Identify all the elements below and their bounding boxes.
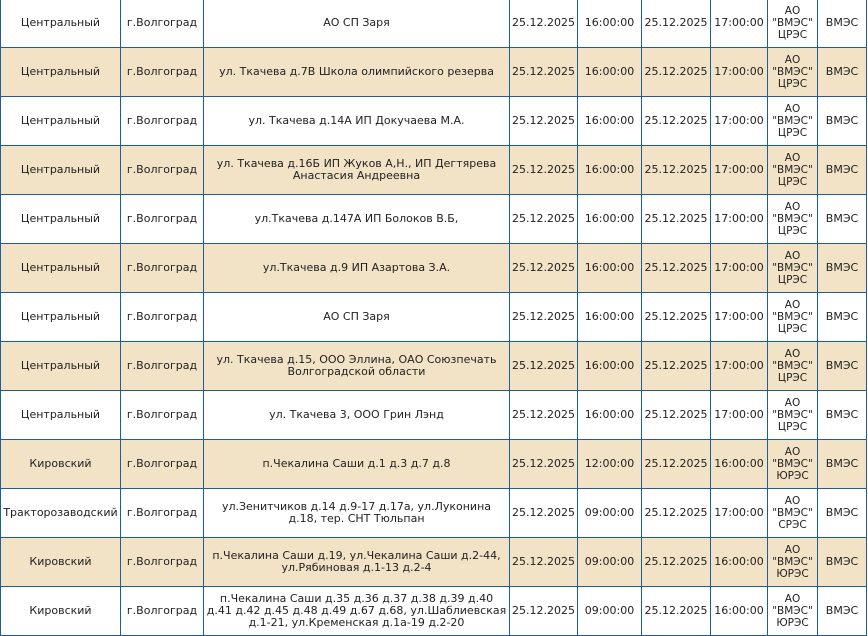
cell-network: ВМЭС: [818, 391, 867, 440]
cell-start-date: 25.12.2025: [510, 195, 578, 244]
cell-end-date: 25.12.2025: [642, 0, 711, 48]
cell-start-date: 25.12.2025: [510, 391, 578, 440]
cell-end-date: 25.12.2025: [642, 440, 711, 489]
cell-network: ВМЭС: [818, 538, 867, 587]
cell-start-time: 09:00:00: [578, 538, 642, 587]
cell-start-time: 09:00:00: [578, 587, 642, 636]
cell-network: ВМЭС: [818, 97, 867, 146]
cell-city: г.Волгоград: [121, 489, 204, 538]
cell-owner: АО "ВМЭС" ЦРЭС: [768, 244, 818, 293]
table-row: [1, 391, 867, 440]
cell-district: Центральный: [1, 195, 121, 244]
cell-address: АО СП Заря: [204, 293, 510, 342]
cell-end-time: 17:00:00: [711, 342, 768, 391]
cell-end-time: 17:00:00: [711, 195, 768, 244]
table-row: [1, 244, 867, 293]
cell-network: ВМЭС: [818, 0, 867, 48]
cell-end-date: 25.12.2025: [642, 489, 711, 538]
cell-address: ул.Зенитчиков д.14 д.9-17 д.17а, ул.Луконина д.18, тер. СНТ Тюльпан: [204, 489, 510, 538]
table-row: [1, 97, 867, 146]
table-row: [1, 342, 867, 391]
table-row: [1, 587, 867, 636]
cell-owner: АО "ВМЭС" СРЭС: [768, 489, 818, 538]
cell-address: п.Чекалина Саши д.1 д.3 д.7 д.8: [204, 440, 510, 489]
cell-owner: АО "ВМЭС" ЦРЭС: [768, 195, 818, 244]
cell-end-time: 17:00:00: [711, 244, 768, 293]
cell-start-date: 25.12.2025: [510, 48, 578, 97]
cell-end-time: 16:00:00: [711, 538, 768, 587]
cell-end-date: 25.12.2025: [642, 587, 711, 636]
cell-city: г.Волгоград: [121, 440, 204, 489]
cell-district: Центральный: [1, 342, 121, 391]
cell-address: ул. Ткачева д.7В Школа олимпийского резерва: [204, 48, 510, 97]
cell-address: п.Чекалина Саши д.19, ул.Чекалина Саши д.2-44, ул.Рябиновая д.1-13 д.2-4: [204, 538, 510, 587]
cell-district: Центральный: [1, 48, 121, 97]
cell-city: г.Волгоград: [121, 97, 204, 146]
cell-owner: АО "ВМЭС" ЮРЭС: [768, 587, 818, 636]
cell-end-date: 25.12.2025: [642, 195, 711, 244]
cell-district: Кировский: [1, 538, 121, 587]
cell-end-time: 17:00:00: [711, 146, 768, 195]
cell-end-date: 25.12.2025: [642, 342, 711, 391]
cell-address: ул. Ткачева д.15, ООО Эллина, ОАО Союзпечать Волгоградской области: [204, 342, 510, 391]
cell-end-date: 25.12.2025: [642, 391, 711, 440]
cell-district: Центральный: [1, 293, 121, 342]
cell-district: Кировский: [1, 587, 121, 636]
cell-address: ул. Ткачева 3, ООО Грин Лэнд: [204, 391, 510, 440]
cell-network: ВМЭС: [818, 489, 867, 538]
table-body: [1, 0, 867, 636]
cell-network: ВМЭС: [818, 440, 867, 489]
cell-owner: АО "ВМЭС" ЦРЭС: [768, 0, 818, 48]
cell-district: Центральный: [1, 0, 121, 48]
cell-start-time: 16:00:00: [578, 97, 642, 146]
cell-start-time: 16:00:00: [578, 195, 642, 244]
cell-address: ул. Ткачева д.16Б ИП Жуков А,Н., ИП Дегтярева Анастасия Андреевна: [204, 146, 510, 195]
cell-address: ул.Ткачева д.9 ИП Азартова З.А.: [204, 244, 510, 293]
cell-network: ВМЭС: [818, 293, 867, 342]
cell-district: Центральный: [1, 244, 121, 293]
cell-city: г.Волгоград: [121, 587, 204, 636]
cell-network: ВМЭС: [818, 48, 867, 97]
cell-network: ВМЭС: [818, 342, 867, 391]
cell-owner: АО "ВМЭС" ЦРЭС: [768, 391, 818, 440]
cell-district: Центральный: [1, 391, 121, 440]
cell-start-time: 16:00:00: [578, 48, 642, 97]
cell-city: г.Волгоград: [121, 195, 204, 244]
cell-district: Центральный: [1, 146, 121, 195]
cell-start-date: 25.12.2025: [510, 293, 578, 342]
cell-district: Тракторозаводский: [1, 489, 121, 538]
cell-city: г.Волгоград: [121, 293, 204, 342]
cell-owner: АО "ВМЭС" ЦРЭС: [768, 48, 818, 97]
cell-address: АО СП Заря: [204, 0, 510, 48]
cell-district: Центральный: [1, 97, 121, 146]
cell-owner: АО "ВМЭС" ЮРЭС: [768, 440, 818, 489]
cell-owner: АО "ВМЭС" ЦРЭС: [768, 293, 818, 342]
cell-start-date: 25.12.2025: [510, 146, 578, 195]
cell-city: г.Волгоград: [121, 538, 204, 587]
cell-end-time: 17:00:00: [711, 293, 768, 342]
cell-end-time: 17:00:00: [711, 97, 768, 146]
cell-start-time: 16:00:00: [578, 0, 642, 48]
cell-owner: АО "ВМЭС" ЮРЭС: [768, 538, 818, 587]
cell-end-date: 25.12.2025: [642, 97, 711, 146]
table-row: [1, 293, 867, 342]
cell-start-date: 25.12.2025: [510, 0, 578, 48]
cell-network: ВМЭС: [818, 587, 867, 636]
cell-end-time: 17:00:00: [711, 0, 768, 48]
cell-start-date: 25.12.2025: [510, 538, 578, 587]
cell-end-date: 25.12.2025: [642, 538, 711, 587]
table-row: [1, 195, 867, 244]
table-row: [1, 48, 867, 97]
table-row: [1, 489, 867, 538]
cell-end-time: 17:00:00: [711, 489, 768, 538]
cell-start-date: 25.12.2025: [510, 489, 578, 538]
cell-owner: АО "ВМЭС" ЦРЭС: [768, 342, 818, 391]
cell-end-date: 25.12.2025: [642, 146, 711, 195]
table-row: [1, 440, 867, 489]
cell-network: ВМЭС: [818, 195, 867, 244]
cell-city: г.Волгоград: [121, 146, 204, 195]
cell-city: г.Волгоград: [121, 0, 204, 48]
cell-start-time: 12:00:00: [578, 440, 642, 489]
table-row: [1, 146, 867, 195]
cell-network: ВМЭС: [818, 146, 867, 195]
cell-start-time: 16:00:00: [578, 244, 642, 293]
cell-end-date: 25.12.2025: [642, 293, 711, 342]
cell-start-date: 25.12.2025: [510, 440, 578, 489]
cell-start-time: 16:00:00: [578, 342, 642, 391]
cell-city: г.Волгоград: [121, 48, 204, 97]
cell-address: ул.Ткачева д.147А ИП Болоков В.Б,: [204, 195, 510, 244]
cell-start-date: 25.12.2025: [510, 587, 578, 636]
cell-end-date: 25.12.2025: [642, 48, 711, 97]
table-row: [1, 0, 867, 48]
cell-district: Кировский: [1, 440, 121, 489]
cell-city: г.Волгоград: [121, 342, 204, 391]
cell-end-time: 17:00:00: [711, 48, 768, 97]
cell-end-time: 17:00:00: [711, 391, 768, 440]
cell-city: г.Волгоград: [121, 391, 204, 440]
cell-start-time: 16:00:00: [578, 391, 642, 440]
table-row: [1, 538, 867, 587]
cell-start-date: 25.12.2025: [510, 244, 578, 293]
cell-start-time: 09:00:00: [578, 489, 642, 538]
cell-end-date: 25.12.2025: [642, 244, 711, 293]
cell-owner: АО "ВМЭС" ЦРЭС: [768, 146, 818, 195]
cell-start-date: 25.12.2025: [510, 342, 578, 391]
cell-address: п.Чекалина Саши д.35 д.36 д.37 д.38 д.39 д.40 д.41 д.42 д.45 д.48 д.49 д.67 д.68, ул.Шаблиевская д.1-21, ул.Кременская д.1а-19 д.2-20: [204, 587, 510, 636]
cell-owner: АО "ВМЭС" ЦРЭС: [768, 97, 818, 146]
cell-end-time: 16:00:00: [711, 440, 768, 489]
cell-city: г.Волгоград: [121, 244, 204, 293]
cell-network: ВМЭС: [818, 244, 867, 293]
cell-start-time: 16:00:00: [578, 146, 642, 195]
cell-end-time: 16:00:00: [711, 587, 768, 636]
cell-address: ул. Ткачева д.14А ИП Докучаева М.А.: [204, 97, 510, 146]
cell-start-date: 25.12.2025: [510, 97, 578, 146]
cell-start-time: 16:00:00: [578, 293, 642, 342]
